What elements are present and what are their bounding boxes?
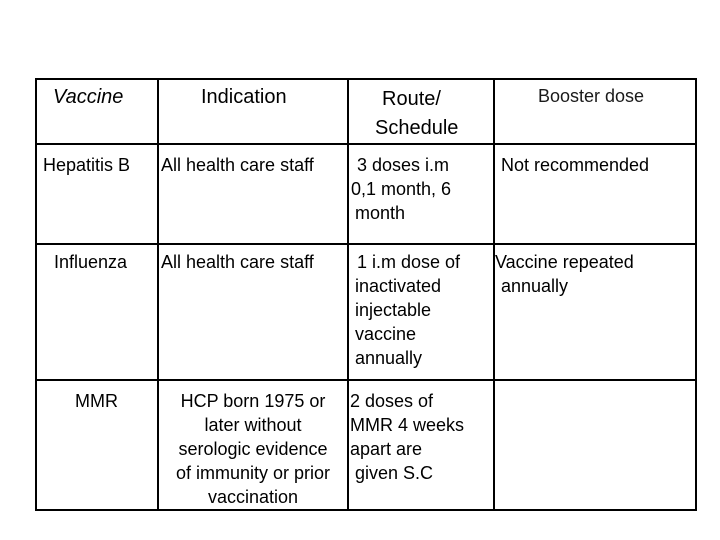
header-route-line2: Schedule — [375, 117, 459, 139]
cell-route — [348, 144, 494, 244]
cell-booster-empty — [494, 380, 696, 510]
row1-route-line: month — [355, 203, 406, 223]
row2-vaccine: Influenza — [54, 252, 128, 272]
cell-booster — [494, 144, 696, 244]
cell-indication — [158, 144, 348, 244]
row3-indication-line: vaccination — [207, 487, 299, 507]
row2-route-line: annually — [355, 348, 423, 368]
cell-route — [348, 380, 494, 510]
row3-route-line: given S.C — [355, 463, 434, 483]
table-row — [36, 144, 696, 244]
header-indication-cell — [158, 79, 348, 144]
header-indication: Indication — [201, 86, 287, 108]
row1-indication: All health care staff — [161, 155, 314, 175]
row1-booster: Not recommended — [501, 155, 650, 175]
row2-route-line: 1 i.m dose of — [357, 252, 461, 272]
vaccine-table — [35, 78, 697, 511]
row2-booster-line: Vaccine repeated — [495, 252, 634, 272]
row1-route-line: 3 doses i.m — [357, 155, 450, 175]
row3-route-line: 2 doses of — [350, 391, 434, 411]
row3-indication-line: of immunity or prior — [175, 463, 331, 483]
row3-indication-line: later without — [204, 415, 302, 435]
cell-route — [348, 244, 494, 380]
cell-indication — [158, 244, 348, 380]
row3-route-line: MMR 4 weeks — [350, 415, 465, 435]
row3-route-line: apart are — [350, 439, 423, 459]
row3-vaccine: MMR — [75, 391, 118, 411]
cell-indication — [158, 380, 348, 510]
row2-route-line: injectable — [355, 300, 432, 320]
cell-booster — [494, 244, 696, 380]
row3-indication-line: serologic evidence — [178, 439, 328, 459]
cell-vaccine — [36, 144, 158, 244]
row2-route-line: vaccine — [355, 324, 417, 344]
cell-vaccine — [36, 244, 158, 380]
table-row — [36, 380, 696, 510]
row1-route-line: 0,1 month, 6 — [351, 179, 452, 199]
table-row — [36, 244, 696, 380]
row3-indication-line: HCP born 1975 or — [180, 391, 326, 411]
row2-route-line: inactivated — [355, 276, 442, 296]
header-booster-cell — [494, 79, 696, 144]
header-booster: Booster dose — [538, 86, 645, 106]
header-vaccine: Vaccine — [53, 86, 124, 108]
header-vaccine-cell — [36, 79, 158, 144]
header-route-line1: Route/ — [382, 88, 441, 110]
cell-vaccine — [36, 380, 158, 510]
row2-indication: All health care staff — [161, 252, 314, 272]
table-header-row — [36, 79, 696, 144]
row2-booster-line: annually — [501, 276, 569, 296]
header-route-cell — [348, 79, 494, 144]
row1-vaccine: Hepatitis B — [43, 155, 131, 175]
